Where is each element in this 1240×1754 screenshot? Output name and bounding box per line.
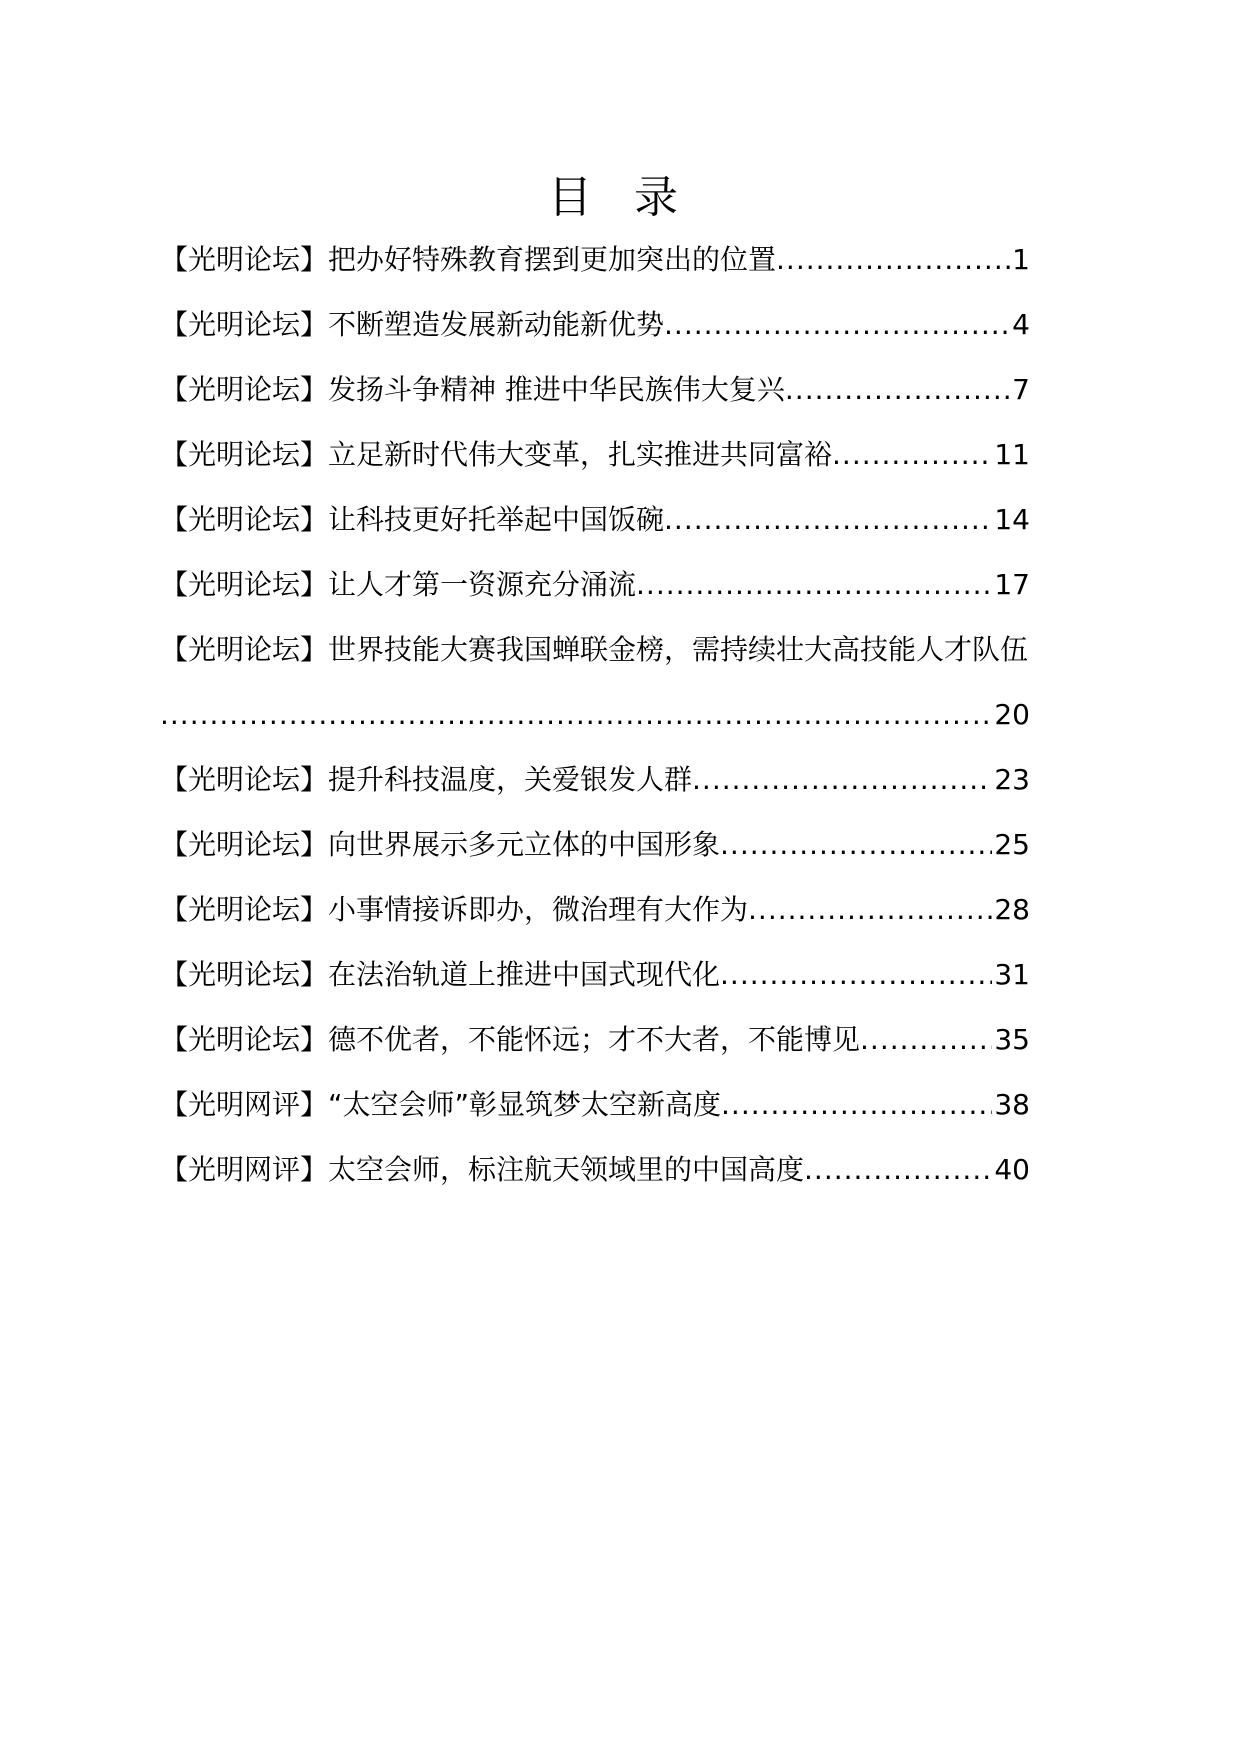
toc-entry-page: 38 <box>994 1088 1030 1121</box>
toc-entry-title: 【光明论坛】不断塑造发展新动能新优势 <box>160 308 665 341</box>
toc-entry-title: 【光明论坛】让人才第一资源充分涌流 <box>160 568 637 601</box>
toc-entry-page: 28 <box>994 893 1030 926</box>
dot-leader <box>664 498 992 542</box>
toc-entry-page: 1 <box>1012 243 1030 276</box>
dot-leader <box>720 823 992 867</box>
dot-leader <box>860 1018 992 1062</box>
toc-entry-title: 【光明论坛】立足新时代伟大变革，扎实推进共同富裕 <box>160 438 833 471</box>
toc-entry-page: 40 <box>994 1153 1030 1186</box>
toc-entry-title: 【光明网评】太空会师，标注航天领域里的中国高度 <box>160 1153 805 1186</box>
toc-entry-continuation <box>160 693 1030 758</box>
toc-entry-title: 【光明论坛】发扬斗争精神 推进中华民族伟大复兴 <box>160 373 785 406</box>
toc-entry[interactable] <box>160 1083 1030 1148</box>
toc-entry-title: 【光明论坛】世界技能大赛我国蝉联金榜，需持续壮大高技能人才队伍 <box>160 633 1029 666</box>
toc-entry[interactable] <box>160 758 1030 823</box>
toc-entry-page: 17 <box>994 568 1030 601</box>
toc-entry-title: 【光明论坛】德不优者，不能怀远；才不大者，不能博见 <box>160 1023 861 1056</box>
dot-leader <box>720 953 992 997</box>
toc-entry-title: 【光明论坛】在法治轨道上推进中国式现代化 <box>160 958 721 991</box>
toc-entry-page: 14 <box>994 503 1030 536</box>
toc-entry-page: 35 <box>994 1023 1030 1056</box>
dot-leader <box>785 368 1010 412</box>
toc-entry-title: 【光明论坛】让科技更好托举起中国饭碗 <box>160 503 665 536</box>
toc-entry[interactable] <box>160 1018 1030 1083</box>
toc-entry[interactable] <box>160 238 1030 303</box>
dot-leader <box>636 563 992 607</box>
table-of-contents <box>160 238 1030 1213</box>
toc-entry[interactable] <box>160 303 1030 368</box>
dot-leader <box>832 433 992 477</box>
toc-entry[interactable] <box>160 823 1030 888</box>
toc-entry[interactable] <box>160 888 1030 953</box>
toc-entry-page: 31 <box>994 958 1030 991</box>
toc-entry-title: 【光明论坛】把办好特殊教育摆到更加突出的位置 <box>160 243 777 276</box>
dot-leader <box>776 238 1010 282</box>
toc-entry[interactable] <box>160 498 1030 563</box>
dot-leader <box>664 303 1010 347</box>
dot-leader <box>692 758 992 802</box>
dot-leader <box>160 693 992 737</box>
toc-entry[interactable] <box>160 433 1030 498</box>
toc-entry-title: 【光明论坛】小事情接诉即办，微治理有大作为 <box>160 893 749 926</box>
toc-entry[interactable] <box>160 563 1030 628</box>
toc-entry-page: 7 <box>1012 373 1030 406</box>
toc-entry[interactable] <box>160 628 1030 758</box>
toc-entry-page: 11 <box>994 438 1030 471</box>
toc-entry-title: 【光明论坛】向世界展示多元立体的中国形象 <box>160 828 721 861</box>
toc-entry-title: 【光明论坛】提升科技温度，关爱银发人群 <box>160 763 693 796</box>
dot-leader <box>804 1148 992 1192</box>
toc-entry[interactable] <box>160 1148 1030 1213</box>
toc-entry-page: 25 <box>994 828 1030 861</box>
dot-leader <box>721 1083 992 1127</box>
toc-entry-page: 23 <box>994 763 1030 796</box>
toc-entry-page: 20 <box>994 698 1030 731</box>
toc-entry-page: 4 <box>1012 308 1030 341</box>
toc-entry-title: 【光明网评】“太空会师”彰显筑梦太空新高度 <box>160 1088 722 1121</box>
toc-entry[interactable] <box>160 368 1030 433</box>
page-title: 目 录 <box>548 172 692 223</box>
dot-leader <box>748 888 992 932</box>
toc-entry[interactable] <box>160 953 1030 1018</box>
